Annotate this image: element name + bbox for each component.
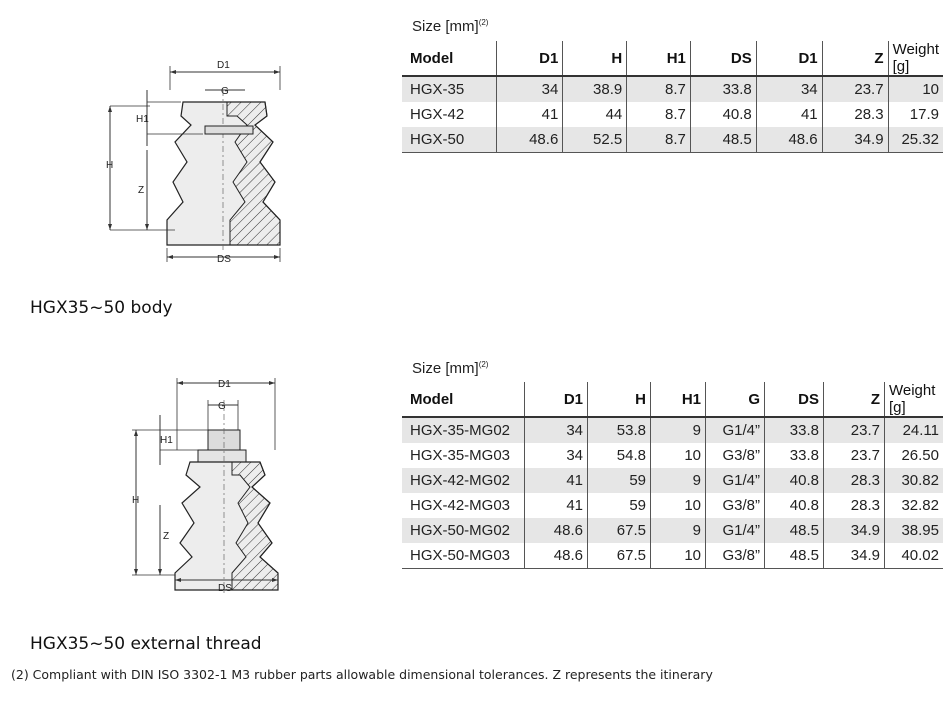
table-cell: 41 — [756, 102, 822, 127]
table-cell: G1/4” — [706, 417, 765, 443]
table-row — [402, 468, 943, 493]
column-header: G — [706, 382, 765, 417]
spec-table-body — [402, 41, 943, 153]
table-cell: HGX-42-MG02 — [402, 468, 525, 493]
table-cell: 40.02 — [885, 543, 944, 569]
section-caption-body: HGX35~50 body — [30, 298, 173, 318]
table-cell: HGX-50 — [402, 127, 497, 153]
table-cell: 48.5 — [765, 518, 824, 543]
table-header-row — [402, 382, 943, 417]
dim-label-h1: H1 — [136, 114, 149, 125]
body-cross-section-drawing — [95, 50, 305, 270]
table-cell: 8.7 — [627, 76, 691, 102]
table-cell: G3/8” — [706, 543, 765, 569]
table-cell: 28.3 — [824, 468, 885, 493]
column-header: H — [563, 41, 627, 76]
table-cell: 17.9 — [888, 102, 943, 127]
table-cell: 40.8 — [765, 468, 824, 493]
table-row — [402, 76, 943, 102]
column-header: H1 — [627, 41, 691, 76]
table-cell: 8.7 — [627, 102, 691, 127]
table-cell: HGX-50-MG03 — [402, 543, 525, 569]
dim-label-z: Z — [163, 531, 170, 542]
table-cell: HGX-35-MG02 — [402, 417, 525, 443]
table-cell: G3/8” — [706, 443, 765, 468]
table-cell: 34 — [525, 443, 588, 468]
table-cell: 32.82 — [885, 493, 944, 518]
table-cell: HGX-35-MG03 — [410, 447, 511, 464]
column-header: DS — [765, 382, 824, 417]
table-cell: G1/4” — [706, 468, 765, 493]
column-header: H1 — [651, 382, 706, 417]
table-cell: 38.95 — [885, 518, 944, 543]
column-header: DS — [690, 41, 756, 76]
table-cell: 25.32 — [888, 127, 943, 153]
table-cell: 30.82 — [885, 468, 944, 493]
table-header-row — [402, 41, 943, 76]
table-cell: 48.6 — [497, 127, 563, 153]
dim-label-g: G — [221, 86, 229, 97]
column-header: Weight [g] — [888, 41, 943, 76]
dim-label-h1: H1 — [160, 435, 173, 446]
table-cell: 54.8 — [588, 443, 651, 468]
table-cell: 8.7 — [627, 127, 691, 153]
size-label-text: Size [mm] — [412, 18, 479, 35]
table-cell: HGX-35 — [402, 76, 497, 102]
size-label-text: Size [mm] — [412, 360, 479, 377]
table-cell: 10 — [651, 543, 706, 569]
table-row — [402, 417, 943, 443]
table-cell: 10 — [651, 493, 706, 518]
column-header: Model — [402, 41, 497, 76]
table-cell: 48.5 — [765, 543, 824, 569]
table-cell: 40.8 — [690, 102, 756, 127]
footnote: (2) Compliant with DIN ISO 3302-1 M3 rubber parts allowable dimensional tolerances. Z represents the itinerary — [11, 667, 713, 682]
column-header: D1 — [525, 382, 588, 417]
table-cell: 48.6 — [525, 543, 588, 569]
column-header: Model — [402, 382, 525, 417]
table-cell: 23.7 — [822, 76, 888, 102]
section-caption-external-thread: HGX35~50 external thread — [30, 634, 262, 654]
table-cell: 9 — [651, 417, 706, 443]
table-cell: 23.7 — [824, 417, 885, 443]
dim-label-h: H — [106, 160, 114, 171]
table-cell: 40.8 — [765, 493, 824, 518]
table-cell: 52.5 — [563, 127, 627, 153]
dim-label-d1: D1 — [218, 379, 231, 390]
table-row — [402, 518, 943, 543]
table-cell: 48.6 — [756, 127, 822, 153]
column-header: Z — [822, 41, 888, 76]
table-cell: 41 — [525, 493, 588, 518]
column-header: H — [588, 382, 651, 417]
table-cell: 34 — [497, 76, 563, 102]
table-cell: 9 — [651, 468, 706, 493]
table-cell: 33.8 — [765, 417, 824, 443]
dim-label-g: G — [218, 401, 226, 412]
spec-table-external-thread — [402, 382, 943, 569]
dim-label-ds: DS — [218, 583, 232, 594]
column-header: Z — [824, 382, 885, 417]
table-row — [402, 543, 943, 569]
table-cell: 26.50 — [885, 443, 944, 468]
table-cell: HGX-50-MG02 — [402, 518, 525, 543]
table-cell: 48.6 — [525, 518, 588, 543]
table-cell: 59 — [588, 468, 651, 493]
table-cell: 44 — [563, 102, 627, 127]
table-row — [402, 443, 943, 468]
table-cell: 38.9 — [563, 76, 627, 102]
table-cell: 41 — [497, 102, 563, 127]
size-label-note: (2) — [478, 360, 489, 369]
table-cell: 34 — [525, 417, 588, 443]
table-cell: 34.9 — [824, 543, 885, 569]
dim-label-d1: D1 — [217, 60, 230, 71]
table-cell: 41 — [525, 468, 588, 493]
column-header: D1 — [497, 41, 563, 76]
size-label-body — [412, 18, 488, 35]
size-label-external-thread — [412, 360, 488, 377]
table-cell: G3/8” — [706, 493, 765, 518]
dim-label-ds: DS — [217, 254, 231, 265]
table-cell: 34.9 — [822, 127, 888, 153]
table-cell: 33.8 — [765, 443, 824, 468]
table-cell: 53.8 — [588, 417, 651, 443]
table-cell: 34.9 — [824, 518, 885, 543]
table-cell: 9 — [651, 518, 706, 543]
table-cell: 48.5 — [690, 127, 756, 153]
table-cell: 67.5 — [588, 543, 651, 569]
size-label-note: (2) — [478, 18, 489, 27]
table-cell: 24.11 — [885, 417, 944, 443]
table-cell: G1/4” — [706, 518, 765, 543]
table-cell: HGX-42 — [410, 106, 465, 123]
table-row — [402, 102, 943, 127]
table-cell: 23.7 — [824, 443, 885, 468]
column-header: Weight [g] — [885, 382, 944, 417]
table-cell: 10 — [651, 443, 706, 468]
table-cell: 34 — [756, 76, 822, 102]
table-row — [402, 493, 943, 518]
column-header: D1 — [756, 41, 822, 76]
external-thread-cross-section-drawing — [120, 375, 300, 600]
dim-label-z: Z — [138, 185, 145, 196]
table-row — [402, 127, 943, 153]
table-cell: 10 — [888, 76, 943, 102]
dim-label-h: H — [132, 495, 140, 506]
table-cell: HGX-42-MG03 — [410, 497, 511, 514]
table-cell: 33.8 — [690, 76, 756, 102]
table-cell: 67.5 — [588, 518, 651, 543]
table-cell: 28.3 — [824, 493, 885, 518]
table-cell: 28.3 — [822, 102, 888, 127]
table-cell: 59 — [588, 493, 651, 518]
